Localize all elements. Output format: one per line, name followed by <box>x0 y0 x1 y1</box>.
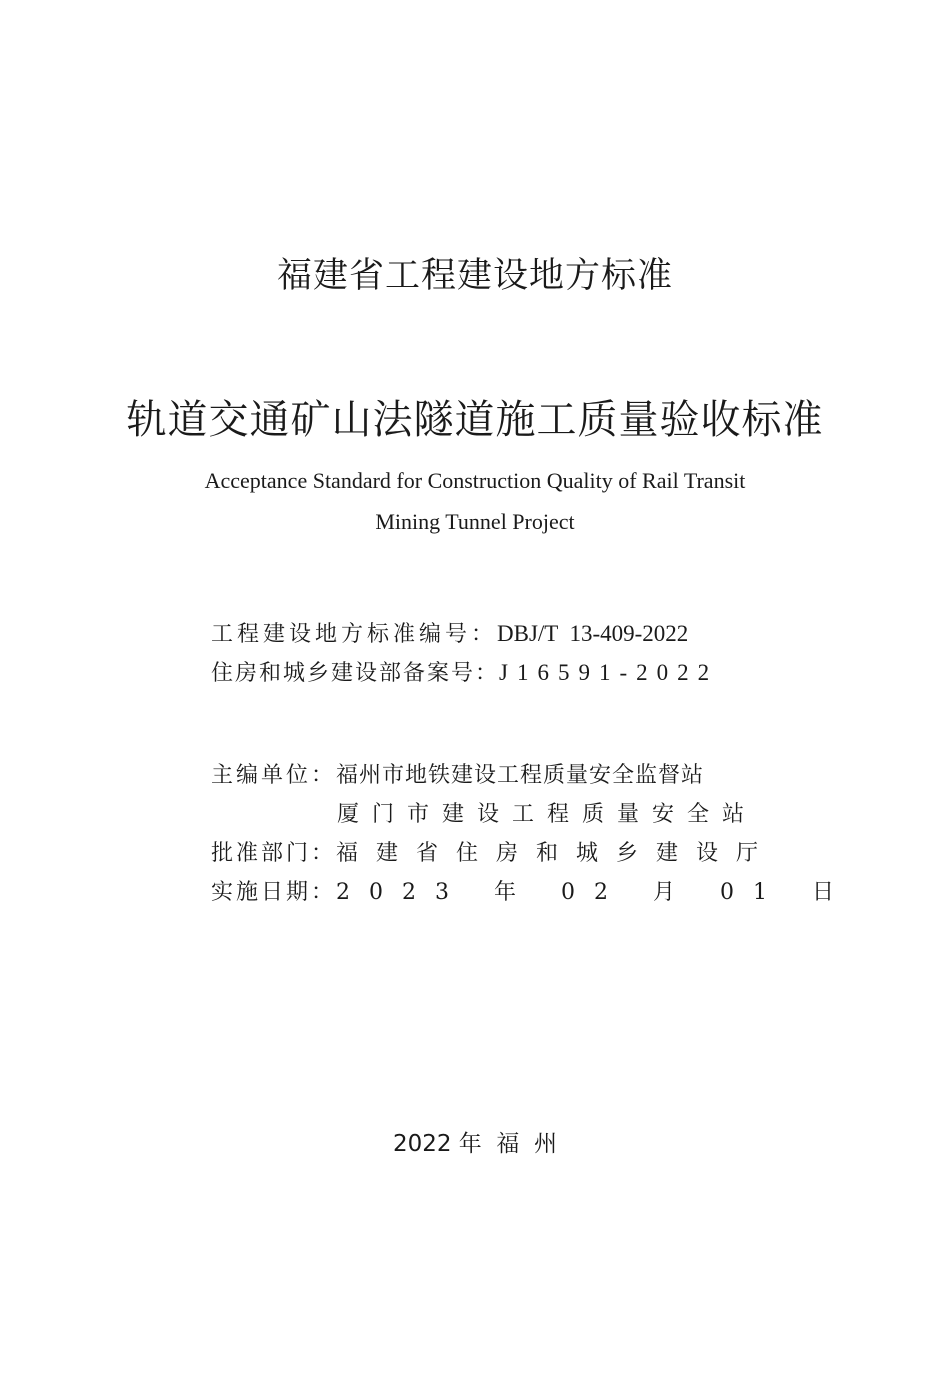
standard-number-value: DBJ/T 13-409-2022 <box>497 621 689 646</box>
chief-editor-1: 福州市地铁建设工程质量安全监督站 <box>336 763 705 788</box>
chief-editor-label: 主编单位： <box>211 763 337 788</box>
implementation-date: 2023 年 02 月 01 日 <box>336 880 853 905</box>
record-number-label: 住房和城乡建设部备案号： <box>211 661 500 686</box>
approved-by-label: 批准部门： <box>211 841 337 866</box>
record-number-row <box>211 656 771 687</box>
record-number-value: J16591-2022 <box>499 660 719 685</box>
implementation-label: 实施日期： <box>211 880 337 905</box>
main-title: 轨道交通矿山法隧道施工质量验收标准 <box>126 397 824 443</box>
chief-editor-2-row <box>337 797 757 828</box>
chief-editor-row <box>211 758 704 789</box>
implementation-date-row <box>211 875 853 906</box>
standard-number-row <box>211 617 771 648</box>
series-title: 福建省工程建设地方标准 <box>276 256 673 296</box>
approved-by: 福建省住房和城乡建设厅 <box>336 841 777 866</box>
english-title-line-2: Mining Tunnel Project <box>375 509 575 534</box>
approved-by-row <box>211 836 776 867</box>
chief-editor-2: 厦门市建设工程质量安全站 <box>337 802 758 827</box>
english-title-line-1: Acceptance Standard for Construction Quality of Rail Transit <box>204 468 746 493</box>
standard-number-label: 工程建设地方标准编号： <box>211 622 498 647</box>
footer-year-place: 2022 年 福 州 <box>392 1131 558 1157</box>
